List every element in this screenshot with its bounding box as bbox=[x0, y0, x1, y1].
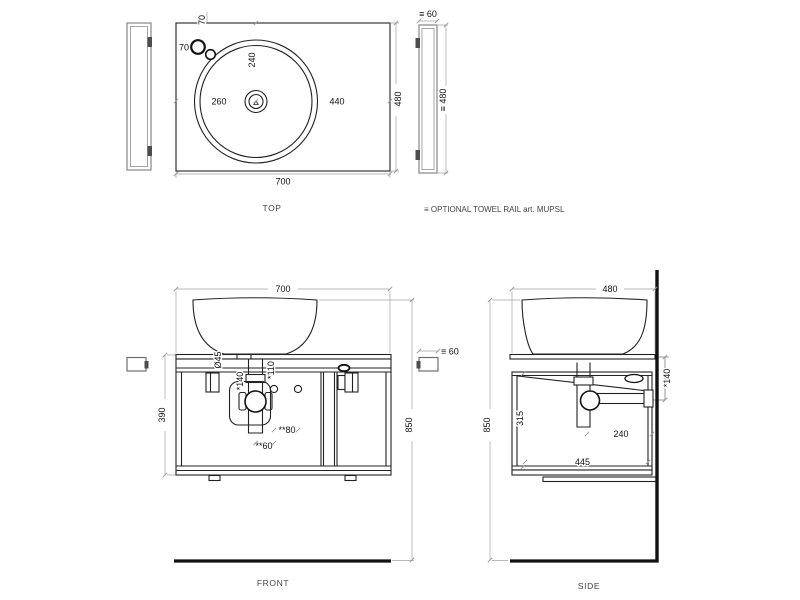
dim-tap-y: 70 bbox=[197, 14, 207, 26]
dim-side-depth: 480 bbox=[602, 284, 618, 294]
rail-left-inner bbox=[131, 27, 148, 167]
dim-carcass-height: 315 bbox=[515, 410, 525, 427]
basin-bowl-front bbox=[193, 298, 317, 354]
countertop-outline bbox=[176, 23, 390, 171]
foot-left bbox=[209, 476, 220, 481]
dim-front-width: 700 bbox=[275, 284, 291, 294]
top-view-label: TOP bbox=[262, 203, 282, 213]
side-view bbox=[482, 270, 672, 591]
towel-rail-right-profile bbox=[416, 9, 449, 173]
rail-left-clip-bottom bbox=[148, 146, 153, 156]
mounting-bracket-left bbox=[206, 373, 219, 392]
mounting-bracket-right bbox=[338, 373, 358, 392]
towel-rail-note: ≡ OPTIONAL TOWEL RAIL art. MUPSL bbox=[424, 205, 565, 214]
fixing-hole-2 bbox=[294, 385, 301, 392]
foot-right bbox=[345, 476, 356, 481]
dim-rail-length: ≡ 480 bbox=[438, 88, 448, 112]
tap-hole-small bbox=[206, 50, 216, 60]
countertop-front bbox=[176, 355, 391, 360]
rail-right-clip-bottom bbox=[416, 150, 421, 160]
front-view-label: FRONT bbox=[256, 578, 290, 588]
dim-front-overall-height: 850 bbox=[404, 417, 414, 433]
cabinet-bottom-side bbox=[512, 470, 652, 475]
dim-basin-back: 240 bbox=[247, 52, 257, 68]
trap-front bbox=[245, 391, 266, 412]
front-view bbox=[127, 284, 459, 588]
basin-bowl-side bbox=[522, 298, 647, 354]
dim-front-rail-depth: ≡ 60 bbox=[441, 346, 459, 357]
rail-right-clip-top bbox=[416, 38, 421, 48]
wall-outlet-pipe bbox=[596, 394, 645, 404]
dim-waste-drop: *140 bbox=[662, 368, 672, 388]
dim-waste-to-wall: 240 bbox=[613, 429, 629, 439]
dim-drain-hole-dia: Ø45 bbox=[213, 351, 223, 369]
top-view bbox=[176, 12, 403, 213]
rail-left-clip-top bbox=[148, 37, 153, 47]
dim-top-width: 700 bbox=[275, 176, 291, 187]
trap-side bbox=[581, 391, 600, 410]
dim-top-depth: 480 bbox=[393, 91, 403, 107]
skirting-strip bbox=[543, 477, 657, 482]
pipe-collar-side bbox=[574, 377, 593, 385]
dim-cabinet-height: 390 bbox=[157, 407, 167, 423]
dim-fixing-hole-drop: *110 bbox=[266, 361, 276, 379]
dim-rail-depth: ≡ 60 bbox=[419, 9, 437, 19]
cabinet-side bbox=[512, 372, 652, 470]
dim-side-overall-height: 850 bbox=[482, 417, 492, 433]
door-handle-recess bbox=[339, 365, 350, 371]
fixing-hole-1 bbox=[270, 385, 277, 392]
rail-right-inner bbox=[422, 29, 434, 170]
dim-tap-x: 70 bbox=[178, 42, 190, 53]
dim-basin-left: 260 bbox=[211, 96, 227, 107]
dim-carcass-depth: 445 bbox=[574, 457, 591, 467]
dim-drain-drop: *140 bbox=[235, 371, 245, 391]
towel-rail-left-profile bbox=[127, 23, 152, 170]
dim-drain-to-hole: **60 bbox=[255, 441, 273, 451]
side-view-label: SIDE bbox=[577, 581, 601, 591]
countertop-side bbox=[510, 355, 655, 360]
wall-outlet-fitting bbox=[644, 390, 653, 407]
dim-basin-right: 440 bbox=[329, 96, 345, 107]
handle-recess-side bbox=[625, 375, 643, 383]
dim-fixing-hole-spacing: **80 bbox=[278, 425, 296, 435]
rail-end-left bbox=[127, 358, 149, 372]
rail-end-right bbox=[417, 358, 439, 372]
